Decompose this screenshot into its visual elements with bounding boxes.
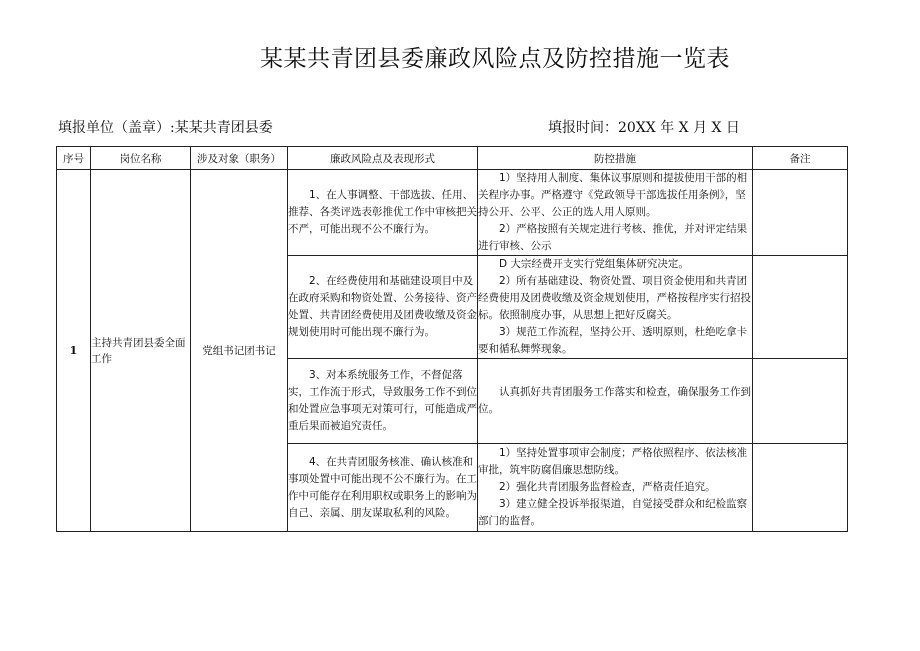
measure-text: 2）所有基础建设、物资处置、项目资金使用和共青团经费使用及团费收缴及资金规划使用，严格按程序实行招投标。依照制度办事，从思想上把好反腐关。 xyxy=(478,275,751,321)
measure-text: 2）强化共青团服务监督检查，严格责任追究。 xyxy=(499,481,716,493)
header-risk: 廉政风险点及表现形式 xyxy=(288,147,478,170)
note-cell xyxy=(753,170,848,256)
table-header-row xyxy=(57,147,848,170)
row-seq: 1 xyxy=(57,170,91,532)
note-cell xyxy=(753,444,848,532)
risk-text: 2、在经费使用和基础建设项目中及在政府采购和物资处置、公务接待、资产处置、共青团经费使用及团费收缴及资金规划使用时可能出现不廉行为。 xyxy=(288,275,477,338)
reporting-time-value: 20XX 年 X 月 X 日 xyxy=(618,120,740,136)
risk-text: 1、在人事调整、干部选拔、任用、推荐、各类评选表彰推优工作中审核把关不严，可能出现不公不廉行为。 xyxy=(288,189,477,235)
measure-text: 3）规范工作流程，坚持公开、透明原则，杜绝吃拿卡要和循私舞弊现象。 xyxy=(478,326,748,355)
measures-cell xyxy=(478,359,753,444)
risk-control-table xyxy=(56,146,848,532)
measure-text: 认真抓好共青团服务工作落实和检查，确保服务工作到位。 xyxy=(478,386,751,415)
header-object: 涉及对象（职务） xyxy=(191,147,288,170)
risk-cell xyxy=(288,170,478,256)
measures-cell xyxy=(478,256,753,359)
measure-text: 1）坚持处置事项审会制度；严格依照程序、依法核准审批，筑牢防腐倡廉思想防线。 xyxy=(478,447,748,476)
risk-cell xyxy=(288,444,478,532)
row-position: 主持共青团县委全面工作 xyxy=(91,170,191,532)
reporting-time xyxy=(548,117,740,137)
reporting-unit-label: 填报单位（盖章）: xyxy=(58,120,175,136)
measure-text: 3）建立健全投诉举报渠道，自觉接受群众和纪检监察部门的监督。 xyxy=(478,498,748,527)
risk-cell xyxy=(288,359,478,444)
reporting-unit xyxy=(58,117,273,137)
risk-text: 3、对本系统服务工作，不督促落实，工作流于形式，导致服务工作不到位和处置应急事项无对策可行，可能造成严重后果而被追究责任。 xyxy=(288,369,477,432)
reporting-unit-value: 某某共青团县委 xyxy=(174,120,273,136)
table-row xyxy=(57,170,848,256)
reporting-time-label: 填报时间： xyxy=(548,120,618,136)
header-position: 岗位名称 xyxy=(91,147,191,170)
header-measures: 防控措施 xyxy=(478,147,753,170)
row-object: 党组书记团书记 xyxy=(191,170,288,532)
measure-text: 2）严格按照有关规定进行考核、推优，并对评定结果进行审核、公示 xyxy=(478,223,748,252)
document-title: 某某共青团县委廉政风险点及防控措施一览表 xyxy=(260,46,730,72)
note-cell xyxy=(753,359,848,444)
header-seq: 序号 xyxy=(57,147,91,170)
risk-text: 4、在共青团服务核准、确认核准和事项处置中可能出现不公不廉行为。在工作中可能存在利用职权或职务上的影响为自己、亲属、朋友谋取私利的风险。 xyxy=(288,455,477,519)
measures-cell xyxy=(478,444,753,532)
note-cell xyxy=(753,256,848,359)
measure-text: D 大宗经费开支实行党组集体研究决定。 xyxy=(499,258,689,270)
header-notes: 备注 xyxy=(753,147,848,170)
measure-text: 1）坚持用人制度、集体议事原则和提拔使用干部的相关程序办事。严格遵守《党政领导干部选拔任用条例》，坚持公开、公平、公正的选人用人原则。 xyxy=(478,172,748,218)
measures-cell xyxy=(478,170,753,256)
risk-cell xyxy=(288,256,478,359)
